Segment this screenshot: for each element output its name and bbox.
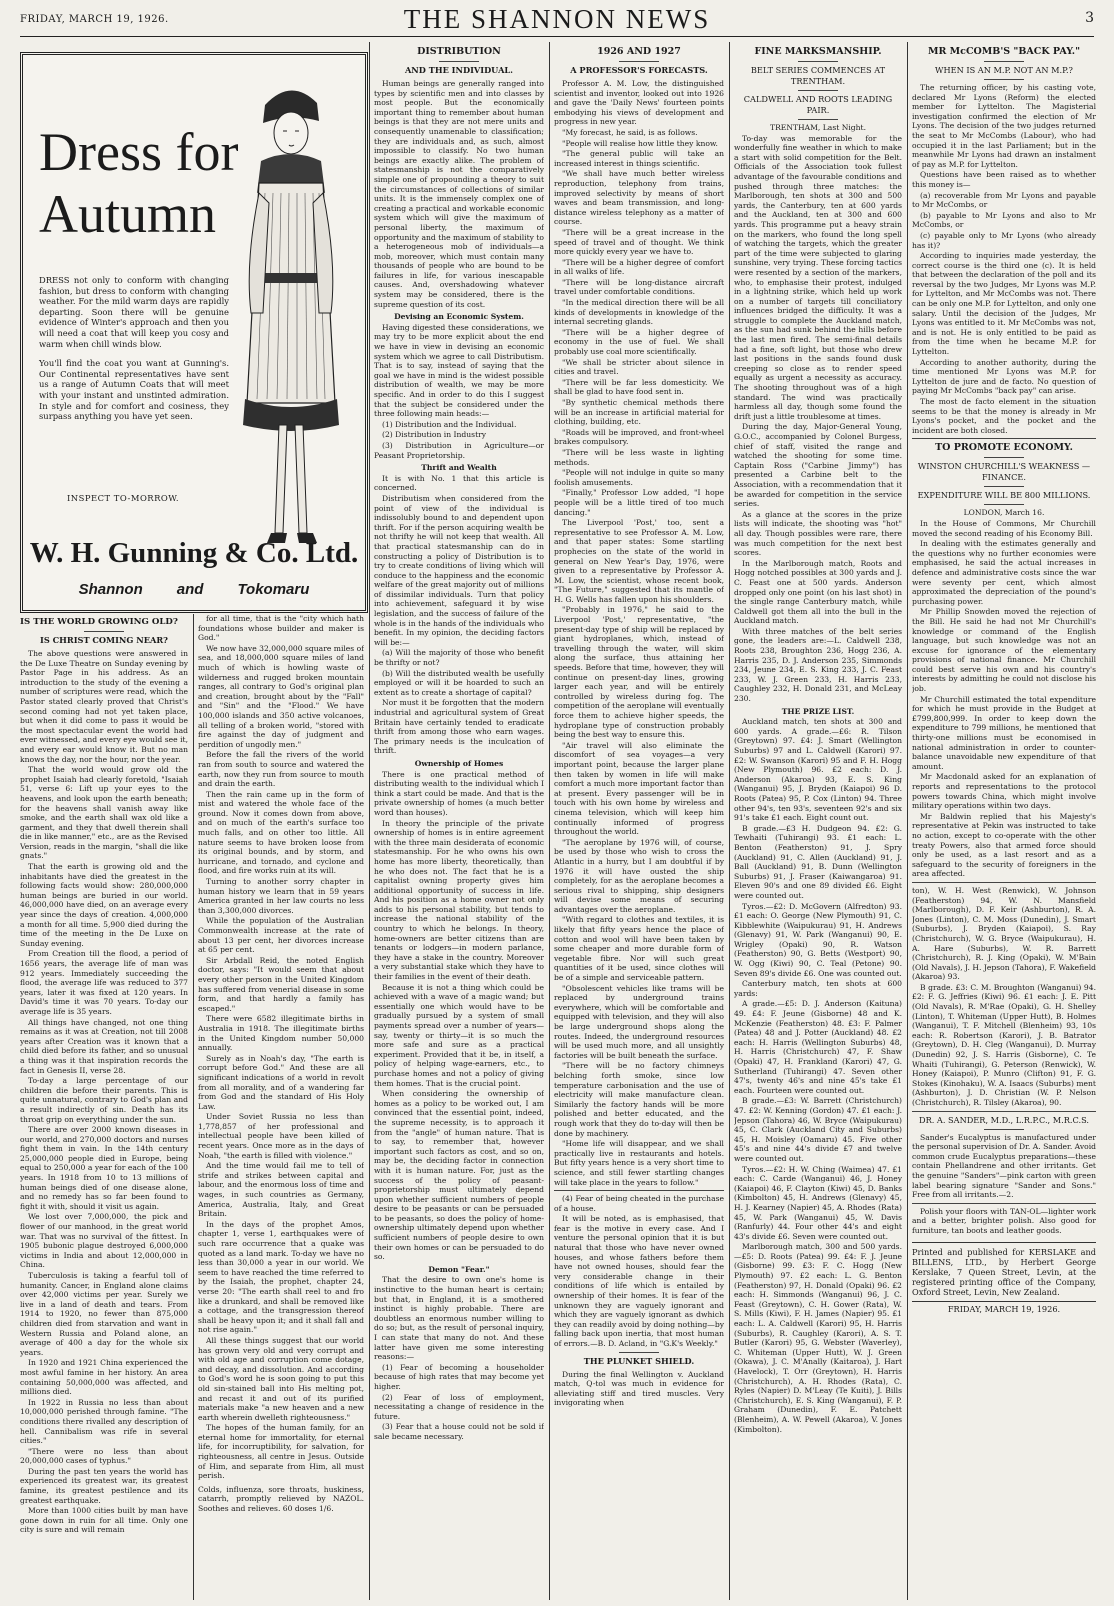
paragraph: "There will be no factory chimneys belching forth smoke, since low temperature carbonisation and the use of electricity will make manufacture clean. Similarly the factory hands will be more polished and better educated, and the rough work that they do to-day will then be done by machinery. bbox=[554, 1061, 724, 1138]
article-subhead: AND THE INDIVIDUAL. bbox=[404, 65, 514, 75]
gunning-advert bbox=[20, 52, 368, 613]
distribution-article bbox=[374, 44, 544, 1600]
paragraph: for all time, that is the "city which hath foundations whose builder and maker is God." bbox=[198, 614, 364, 643]
paragraph: "Finally," Professor Low added, "I hope people will be a little tired of too much dancing." bbox=[554, 488, 724, 517]
advert-town: Shannon bbox=[78, 581, 143, 598]
paragraph: Marlborough match, 300 and 500 yards.—£5: D. Roots (Patea) 99. £4: F. J. Jeune (Gisborne) 99. £3: F. C. Hogg (New Plymouth) 97. £2 each: L. G. Benton (Featherston) 97, H. Donald (Opaki) 96. £2 each: H. Simmonds (Wanganui) 96, J. C. Feast (Greytown), C. H. Gower (Rata), W. S. Mills (Kiwi), F. H. James (Napier) 95. £1 each: L. A. Caldwell (Karori) 95, H. Harris (Suburbs), R. Caughley (Karori), A. S. T. Butler (Karori) 95, G. Webster (Waverley), C. Whiteman (Upper Hutt), W. J. Green (Okawa), J. C. M'Anally (Kaitaroa), J. Hart (Havelock), T. Orr (Greytown), H. Harris (Christchurch), A. H. Rhodes (Rata), C. Ryles (Napier) D. M'Leay (Te Kuiti), J. Bills (Christchurch), E. S. King (Wanganui), F. P. Graham (Dunedin), F. E. Patchett (Blenheim), A. W. Pewell (Akaroa), V. Jones (Kimbolton). bbox=[734, 1242, 902, 1434]
divider bbox=[912, 438, 1096, 439]
paragraph: Having digested these considerations, we may try to be more explicit about the end we have in view in devising an economic system which we agree to call Distributism. That is to say, instead of saying that the goal we have in mind is the widest possible distribution of wealth, we may be more specific. And in order to do this I suggest that the subject be considered under the three following main heads:— bbox=[374, 322, 544, 419]
imprint bbox=[912, 1242, 1096, 1302]
paragraph: And the time would fail me to tell of strife and strikes between capital and labour, and the enormous loss of time and wages, in such countries as Germany, America, Australia, Italy, and Great Britain. bbox=[198, 1161, 364, 1219]
paragraph: (1) Fear of becoming a householder because of high rates that may become yet higher. bbox=[374, 1362, 544, 1391]
newspaper-title: THE SHANNON NEWS bbox=[403, 4, 711, 34]
paragraph: As a glance at the scores in the prize lists will indicate, the shooting was "hot" all day. Though possibles were rare, there was much competition for the next best scores. bbox=[734, 509, 902, 558]
paragraph: "There were no less than about 20,000,000 cases of typhus." bbox=[20, 1446, 188, 1466]
paragraph: With three matches of the belt series gone, the leaders are:—L. Caldwell 238, Roots 238, Broughton 236, Hogg 236, A. Harris 235, D. J. Anderson 235, Simmonds 234, Jeune 234, E. S. King 233, J. C. Feast 233, W. J. Green 233, H. Harris 233, Caughley 232, H. Donald 231, and McLeay 230. bbox=[734, 626, 902, 704]
paragraph: During the past ten years the world has experienced its greatest war, its greatest famine, its greatest pestilence and its greatest earthquake. bbox=[20, 1466, 188, 1505]
paragraph: There is one practical method of distributing wealth to the individual which I think a start could be made. And that is the private ownership of homes (a much better word than houses). bbox=[374, 769, 544, 817]
paragraph: "The general public will take an increased interest in things scientific. bbox=[554, 149, 724, 168]
article-body bbox=[912, 83, 1096, 435]
advert-paragraph: DRESS not only to conform with changing fashion, but dress to conform with changing weather. For the mild warm days are rapidly departing. Soon there will be genuine evidence of Winter's approach and then you will need a coat that will keep you cosy and warm when chill winds blow. bbox=[39, 275, 229, 349]
paragraph: "There will be a great increase in the speed of travel and of thought. We think more quickly every year we have to. bbox=[554, 227, 724, 257]
paragraph: "Obsolescent vehicles like trams will be replaced by underground trains everywhere, which will be comfortable and equipped with television, and they will also be large underground shops along the routes. Indeed, the underground resources will be used much more, and all unsightly factories will be built beneath the surface. bbox=[554, 983, 724, 1060]
woman-in-coat-illustration bbox=[221, 63, 361, 603]
paragraph: Mr Macdonald asked for an explanation of reports and representations to the protocol powers towards China, which might involve military operations within two days. bbox=[912, 772, 1096, 811]
paragraph: Auckland match, ten shots at 300 and 600 yards. A grade.—£6: R. Tilson (Greytown) 97. £4: J. Smart (Wellington Suburbs) 97 and L. Caldwell (Karori) 97. £2: W. Swanson (Karori) 95 and F. H. Hogg (New Plymouth) 96. £2 each: D. J. Anderson (Akaroa) 93, E. S. King (Wanganui) 95, J. Bryden (Kaiapoi) 96 D. Roots (Patea) 95, P. Cox (Linton) 94. Three other 94's, ten 93's, seventeen 92's and six 91's take £1 each. Eight count out. bbox=[734, 717, 902, 823]
advert-paragraph: You'll find the coat you want at Gunning's. Our Continental representatives have sent us a range of Autumn Coats that will meet with your instant and unstinted admiration. In style and for comfort and cosiness, they surpass anything you have yet seen. bbox=[39, 358, 229, 422]
article-subhead: BELT SERIES COMMENCES AT TRENTHAM. bbox=[750, 65, 886, 86]
paragraph: All things have changed, not one thing remains as it was at Creation, not till 2008 years after Creation was it known that a child died before its father, and so unusual a thing was it that inspiration records the fact in Genesis II, verse 28. bbox=[20, 1017, 188, 1075]
paragraph: Professor A. M. Low, the distinguished scientist and inventor, looked out into 1926 and gave the 'Daily News' fourteen points embodying his views of development and progress in new year. bbox=[554, 79, 724, 127]
paragraph: Human beings are generally ranged into types by scientific men and into classes by most people. But the economically important thing to remember about human beings is that they are not mere units and consequently unamenable to classification; they are individuals and, as such, almost impossible to classify. No two human beings are exactly alike. The problem of statesmanship is not the comparatively simple one of propounding a theory to suit the circumstances of collections of similar units. It is the immensely complex one of creating a practical and workable economic system which will give the maximum of personal liberty, the maximum of opportunity and the maximum of stability to a heterogeneous mob of individuals—a mob, moreover, which must contain many thousands of people who are bound to be failures in life, for various inescapable causes. And, overshadowing whatever system may be considered, there is the supreme question of its cost. bbox=[374, 79, 544, 309]
paragraph: While the population of the Australian Commonwealth increase at the rate of about 13 per cent, her divorces increase at 65 per cent. bbox=[198, 916, 364, 955]
paragraph: Before the fall the rivers of the world ran from south to source and watered the earth, now they run from source to mouth and drain the earth. bbox=[198, 750, 364, 789]
paragraph: That the world would grow old the prophet Isaiah had clearly foretold, "Isaiah 51, verse 6: Lift up your eyes to the heavens, and look upon the earth beneath; for the heavens shall vanish away like smoke, and the earth shall wax old like a garment, and they that dwell therein shall die in like manner," etc., are as the Revised Version, reads in the margin, "shall die like gnats." bbox=[20, 765, 188, 861]
paragraph: In 1920 and 1921 China experienced the most awful famine in her history. An area containing 50,000,000 was affected, and millions died. bbox=[20, 1358, 188, 1397]
paragraph: To-day was memorable for the wonderfully fine weather in which to make a start with solid competition for the Belt. Officials of the Association took fullest advantage of the favourable conditions and pushed through three matches: the Marlborough, ten shots at 300 and 500 yards, the Canterbury, ten at 600 yards and the Auckland, ten at 300 and 600 yards. This programme put a heavy strain on the markers, who found the long spell of watching the targets, which the greater part of the time were subjected to glaring sunshine, very trying. These forcing tactics were resented by a section of the markers, who, to emphasise their protest, indulged in a lightning strike, which held up work on a number of targets till conciliatory influences bridged the difficulty. It was a struggle to complete the Auckland match, as the sun had sunk behind the hills before the last men fired. The semi-final details had a fine, soft light, but those who drew last positions in the sands found dusk creeping so close as to render speed equally as urgent a necessity as accuracy. The shooting throughout was of a high standard. The wind was practically harmless all day, though some found the drift just a little troublesome at times. bbox=[734, 133, 902, 421]
article-headline: FINE MARKSMANSHIP. bbox=[754, 46, 882, 57]
sander-advert-text: Sander's Eucalyptus is manufactured under the personal supervision of Dr. A. Sander. Avoid common crude Eucalyptus preparations—these contain Phellandrene and other irritants. Get the genuine "Sanders"—pink carton with green label bearing signature "Sander and Sons." Free from all irritants.—2. bbox=[912, 1132, 1096, 1200]
paragraph: (a) recoverable from Mr Lyons and payable to Mr McCombs, or bbox=[912, 190, 1096, 210]
paragraph: "By synthetic chemical methods there will be an increase in artificial material for clothing, building, etc. bbox=[554, 398, 724, 427]
paragraph: "There will be long-distance aircraft travel under comfortable conditions. bbox=[554, 277, 724, 297]
paragraph: (b) Will the distributed wealth be usefully employed or will it be hoarded to such an extent as to create a shortage of capital? bbox=[374, 668, 544, 697]
article-subhead: EXPENDITURE WILL BE 800 MILLIONS. bbox=[917, 490, 1091, 501]
article-body bbox=[374, 474, 544, 756]
paragraph: Canterbury match, ten shots at 600 yards: bbox=[734, 979, 902, 998]
paragraph: (2) Distribution in Industry bbox=[382, 430, 487, 440]
advert-inspect-line: INSPECT TO-MORROW. bbox=[67, 493, 180, 503]
article-body bbox=[374, 1275, 544, 1441]
divider bbox=[439, 61, 479, 62]
paragraph: The above questions were answered in the De Luxe Theatre on Sunday evening by Pastor Page in his address. As an introduction to the study of the evening a number of scriptures were read, which the Pastor stated clearly proved that Christ's second coming had not yet taken place, but when it did come to pass it would be the most spectacular event the world had ever witnessed, and every eye would see it, and every ear would know it. But no man knows the day, nor the hour, nor the year. bbox=[20, 649, 188, 764]
paragraph: Sir Arbdall Reid, the noted English doctor, says: "It would seem that about every other person in the United Kingdom has suffered from venerial disease in some form, and that hardly a family has escaped." bbox=[198, 955, 364, 1013]
advert-towns bbox=[23, 581, 365, 598]
divider bbox=[984, 79, 1024, 80]
footer-date: FRIDAY, MARCH 19, 1926. bbox=[947, 1303, 1061, 1314]
paragraph: "In the medical direction there will be all kinds of developments in knowledge of the internal secreting glands. bbox=[554, 298, 724, 327]
paragraph: Then the rain came up in the form of mist and watered the whole face of the ground. Now it comes down from above, and on much of the earth's surface too much falls, and on other too little. All nature seems to have broken loose from its original bounds, and by storm, and hurricane, and tornado, and cyclone and flood, and fire works ruin at its will. bbox=[198, 789, 364, 876]
advert-headline bbox=[39, 121, 238, 245]
paragraph: "Home life will disappear, and we shall practically live in restaurants and hotels. But fifty years hence is a very short time to science, and still fewer startling changes will take place in the years to follow." bbox=[554, 1139, 724, 1187]
article-body bbox=[912, 519, 1096, 879]
article-subhead: A PROFESSOR'S FORECASTS. bbox=[570, 65, 708, 75]
tanol-advert-text: Polish your floors with TAN-OL—lighter work and a better, brighter polish. Also good for furniture, tan boots and leather goods. bbox=[912, 1206, 1096, 1235]
column-rule bbox=[729, 42, 730, 1600]
paragraph: Questions have been raised as to whether this money is— bbox=[912, 170, 1096, 189]
paragraph: "There will be far less domesticity. We shall be glad to have food sent in. bbox=[554, 377, 724, 397]
divider bbox=[912, 882, 1096, 883]
advert-town-and: and bbox=[176, 581, 204, 598]
paragraph: Because it is not a thing which could be achieved with a wave of a magic wand; but essentially one which would have to be gradually pursued by a system of small payments spread over a number of years—say, twenty or thirty—it is so much the more safe and sure as a practical experiment. Provided that it be, in itself, a policy of helping wage-earners, etc., to purchase homes and not a policy of giving them homes. That is the crucial point. bbox=[374, 982, 544, 1088]
page-number: 3 bbox=[1085, 10, 1094, 26]
divider bbox=[984, 486, 1024, 487]
column-rule bbox=[907, 42, 908, 1600]
advert-town: Tokomaru bbox=[237, 581, 310, 598]
paragraph: The returning officer, by his casting vote, declared Mr Lyons (Reform) the elected member for Lyttelton. The Magisterial investigation confirmed the election of Mr Lyons. The decision of the two judges returned the seat to Mr McCombs (Labour), who had occupied it in the last Parliament; but in the meanwhile Mr Lyons had drawn an instalment of pay as M.P. for Lyttelton. bbox=[912, 83, 1096, 169]
paragraph: Mr Phillip Snowden moved the rejection of the Bill. He said he had not Mr Churchill's knowledge or command of the English language, but such knowledge was not an excuse for ignorance of the elementary provisions of national finance. Mr Churchill could best serve his own and his country's interests by admitting he could not disclose his job. bbox=[912, 607, 1096, 694]
paragraph: (1) Distribution and the Individual. bbox=[382, 419, 517, 429]
paragraph: (2) Fear of loss of employment, necessitating a change of residence in the future. bbox=[374, 1392, 544, 1421]
paragraph: The Liverpool 'Post,' too, sent a representative to see Professor A. M. Low, and that paper states: Some startling prophecies on the state of the world in general on New Year's Day, 1976, were given to a representative by Professor A. M. Low, the scientist, whose recent book, "The Future," suggested that its mantle of H. G. Wells has fallen upon his shoulders. bbox=[554, 518, 724, 604]
issue-date: FRIDAY, MARCH 19, 1926. bbox=[20, 14, 169, 25]
divider bbox=[798, 119, 838, 120]
paragraph: In the Marlborough match, Roots and Hogg notched possibles at 300 yards and J. C. Feast one at 500 yards. Anderson dropped only one point (on his last shot) in the single range Canterbury match, while Caldwell got them all into the bull in the Auckland match. bbox=[734, 558, 902, 626]
paragraph: "People will not indulge in quite so many foolish amusements. bbox=[554, 468, 724, 487]
paragraph: When considering the ownership of homes as a policy to be worked out, I am convinced that the essential point, indeed, the supreme necessity, is to approach it from the "angle" of human nature. That is to say, to remember that, however important such factors as cost, and so on, may be, the deciding factor in connection with it is human nature. For, just as the success of the policy of peasant-proprietorship must ultimately depend upon whether sufficient numbers of people desire to be peasants or can be persuaded to be peasants, so does the policy of home-ownership ultimately depend upon whether sufficient numbers of people desire to own their own homes or can be persuaded to do so. bbox=[374, 1089, 544, 1262]
paragraph: That the earth is growing old and the inhabitants have died the greatest in the following facts would show: 280,000,000 human beings are buried in our world. 46,000,000 have died, on an average every year since the days of creation. 4,000,000 a month for all time. 5,900 died during the time of the meeting in the De Luxe on Sunday evening. bbox=[20, 862, 188, 948]
paragraph: Mr Baldwin replied that his Majesty's representative at Pekin was instructed to take no action, except to co-operate with the other treaty Powers, also that armed force should only be used, as a last resort and as a safeguard to the security of foreigners in the area affected. bbox=[912, 811, 1096, 879]
paragraph: To-day a large percentage of our children die before their parents. This is quite unnatural, contrary to God's plan and a result indirectly of sin. Death has its throat grip on everything under the sun. bbox=[20, 1076, 188, 1124]
paragraph: B grade.—£3 H. Dudgeon 94. £2: G. Tewhaiti (Tuhirangi) 93. £1 each: L. Benton (Featherston) 91, J. Spry (Auckland) 91, C. Allen (Auckland) 91, J. Ball (Auckland) 91, B. Dunn (Wellington Suburbs) 91, J. Fraser (Kaiwangaroa) 91. Eleven 90's and one 89 divided £6. Eight were counted out. bbox=[734, 823, 902, 900]
divider bbox=[84, 631, 124, 632]
paragraph: During the day, Major-General Young, G.O.C., accompanied by Colonel Burgess, chief of staff, visited the range and watched the shooting for some time. Captain Ross ("Carbine Jimmy") has presented a Carbine belt to the Association, with a recommendation that it be awarded for competition in the service series. bbox=[734, 422, 902, 509]
paragraph: "Probably in 1976," he said to the Liverpool 'Post,' representative, "the present-day type of ship will be replaced by giant hydroplanes, which, instead of travelling through the water, will skim along the surface, thus attaining her speeds. Before that time, however, they will continue on present-day lines, growing larger each year, and will be entirely controlled by wireless during fog. The competition of the aeroplane will eventually force them to achieve higher speeds, the hydroplane type of construction probably being the best way to ensure this. bbox=[554, 605, 724, 740]
paragraph: "Air travel will also eliminate the discomfort of sea voyages—a very important point, because the larger plane then taken by women in life will make comfort a much more important factor than at present. Every passenger will be in touch with his own home by wireless and cinema television, which will keep him continually informed of progress throughout the world. bbox=[554, 740, 724, 837]
divider bbox=[984, 504, 1024, 505]
paragraph: "There will be a higher degree of comfort in all walks of life. bbox=[554, 257, 724, 277]
divider bbox=[912, 1111, 1096, 1112]
paragraph: (3) Distribution in Agriculture—or Peasant Proprietorship. bbox=[374, 440, 544, 460]
article-subhead: WINSTON CHURCHILL'S WEAKNESS —FINANCE. bbox=[917, 461, 1091, 483]
advert-headline-line1: Dress for bbox=[39, 122, 239, 182]
paragraph: According to another authority, during the time mentioned Mr Lyons was M.P. for Lyttelton de jure and de facto. No question of paying Mr McCombs "back pay" can arise. bbox=[912, 357, 1096, 396]
article-body bbox=[554, 1194, 724, 1349]
paragraph: In the House of Commons, Mr Churchill moved the second reading of his Economy Bill. bbox=[912, 518, 1096, 538]
advert-body bbox=[39, 275, 229, 431]
divider bbox=[619, 1352, 659, 1353]
article-subhead: THE PLUNKET SHIELD. bbox=[583, 1355, 695, 1366]
paragraph: "We shall have much better wireless reproduction, telephony from trains, improved selectivity by means of short waves and beam transmission, and long-distance wireless telephony as a matter of course. bbox=[554, 169, 724, 227]
article-body bbox=[374, 79, 544, 309]
paragraph: In dealing with the estimates generally and the questions why no further economies were emphasised, he said the actual increases in defence and administrative costs since the war were seventy per cent, which almost approximated the depreciation of the pound's purchasing power. bbox=[912, 539, 1096, 606]
paragraph: A grade.—£5: D. J. Anderson (Kaituna) 49. £4: F. Jeune (Gisborne) 48 and K. McKenzie (Featherston) 48. £3: F. Palmer (Patea) 48 and J. Potter (Auckland) 48. £2 each: H. Harris (Wellington Suburbs) 48, H. Harris (Christchurch) 47, F. Shaw (Opaki) 47, H. Frankland (Karori) 47, G. Sutherland (Tuhirangi) 47. Seven other 47's, twenty 46's and nine 45's take £1 each. Fourteen were counted out. bbox=[734, 999, 902, 1095]
paragraph: That the desire to own one's home is instinctive to the human heart is certain; but that, in England, it is a smothered instinct is highly probable. There are doubtless an enormous number willing to do so; but, as the result of personal inquiry, I can state that many do not. And these latter have given me some interesting reasons:— bbox=[374, 1275, 544, 1362]
section-heading: Demon "Fear." bbox=[428, 1264, 490, 1274]
prize-list-continued: ton), W. H. West (Renwick), W. Johnson (Featherston) 94, W. N. Mansfield (Marlborough), D. F. Keir (Ashburton), R. A. Jones (Linton), C. M. Moss (Dunedin), J. Smart (Suburbs), J. Bryden (Kaiapoi), S. Ray (Christchurch), W. G. Bryce (Waipukurau), H. A. Hare (Suburbs), W. R. Barrett (Christchurch), R. J. King (Opaki), W. M'Bain (Old Navals), J. H. Jepson (Tahora), F. Wakefield (Akaroa) 93. bbox=[912, 885, 1096, 982]
article-body bbox=[374, 323, 544, 460]
advert-headline: DR. A. SANDER, M.D., L.R.P.C., M.R.C.S. bbox=[919, 1114, 1089, 1125]
divider bbox=[554, 1190, 724, 1191]
paragraph: "Roads will be improved, and front-wheel brakes compulsory. bbox=[554, 427, 724, 447]
paragraph: Mr Churchill estimated the total expenditure for which he must provide in the Budget at £799,800,999. In order to keep down the expenditure to 799 millions, he mentioned that thirty-one millions must be economised in national administration in order to counter-balance unavoidable new expenditure of that amount. bbox=[912, 694, 1096, 771]
paragraph: There were 6582 illegitimate births in Australia in 1918. The illegitimate births in the United Kingdom number 50,000 annually. bbox=[198, 1014, 364, 1053]
paragraph: In the days of the prophet Amos, chapter 1, verse 1, earthquakes were of such rare occurrence that a quake was quoted as a land mark. To-day we have no less than 30,000 a year in our world. We seem to have reached the time referred to by the Isaiah, the prophet, chapter 24, verse 20: "The earth shall reel to and fro like a drunkard, and shall be removed like a cottage, and the transgression thereof shall be heavy upon it; and it shall fall and not rise again." bbox=[198, 1219, 364, 1335]
section-heading: THE PRIZE LIST. bbox=[781, 706, 855, 716]
plunket-text: During the final Wellington v. Auckland match, Q-tol was much in evidence for alleviating stiff and tired muscles. Very invigorating when bbox=[554, 1369, 724, 1408]
paragraph: "My forecast, he said, is as follows. bbox=[562, 127, 698, 137]
divider bbox=[984, 61, 1024, 62]
paragraph: "The aeroplane by 1976 will, of course, be used by those who wish to cross the Atlantic in a hurry, but I am doubtful if by 1976 it will have ousted the ship completely, for as the aeroplane becomes a serious rival to shipping, ship designers will devise some means of securing advantages over the aeroplane. bbox=[554, 837, 724, 914]
divider bbox=[984, 1129, 1024, 1130]
column-rule bbox=[369, 42, 370, 1600]
imprint-text: Printed and published for KERSLAKE and BILLENS, LTD., by Herbert George Kerslake, 7 Queen Street, Levin, at the registered printing office of the Company, Oxford Street, Levin, New Zealand. bbox=[912, 1246, 1096, 1297]
paragraph: The hopes of the human family, for an eternal home for immortality, for eternal life, for incorruptibility, for salvation, for righteousness, all centre in Jesus. Outside of Him, and separate from Him, all must perish. bbox=[198, 1423, 364, 1481]
paragraph: More than 1000 cities built by man have gone down in ruin for all time. Only one city is sure and will remain bbox=[20, 1506, 188, 1535]
masthead bbox=[20, 4, 1094, 37]
paragraph: Tyros.—£2: H. W. Ching (Waimea) 47. £1 each: C. Carde (Wanganui) 46, J. Honey (Kaiapoi) 46, F. Clayton (Kiwi) 45, D. Banks (Kimbolton) 45, H. Andrews (Glenavy) 45, H. J. Kearney (Napier) 45, A. Rhodes (Rata) 45, W. Park (Wanganui) 45, W. Davis (Ranfurly) 44. Four other 44's and eight 43's divide £6. Seven were counted out. bbox=[734, 1164, 902, 1241]
article-body bbox=[734, 717, 902, 1434]
paragraph: Turning to another sorry chapter in human history we learn that in 59 years America granted in her law courts no less than 3,300,000 divorces. bbox=[198, 877, 364, 915]
advert-headline-line2: Autumn bbox=[39, 184, 217, 244]
paragraph: Surely as in Noah's day, "The earth is corrupt before God." And these are all significant indications of a world in revolt from all morality, and of a wandering far from God and the standard of His Holy Law. bbox=[198, 1053, 364, 1111]
paragraph: We lost over 7,000,000, the pick and flower of our manhood, in the great world war. That was no survival of the fittest. In 1905 bubonic plague destroyed 6,000,000 victims in India and about 12,000,000 in China. bbox=[20, 1212, 188, 1270]
paragraph: Distributism when considered from the point of view of the individual is indissolubly bound to and dependent upon thrift. For if the person acquiring wealth be not thrifty he will not keep that wealth. All that practical statesmanship can do in constructing a policy of Distribution is to try to create conditions of living which will conduce to the happiness and the economic welfare of the great majority out of millions of dissimilar individuals. Turn that policy into achievement, safeguard it by wise legislation, and the success of failure of the whole is in the hands of the individuals who benefit. In my opinion, the deciding factors will be:— bbox=[374, 493, 544, 647]
paragraph: Under Soviet Russia no less than 1,778,857 of her professional and intellectual people have been killed of recent years. Once more as in the days of Noah, "the earth is filled with violence." bbox=[198, 1112, 364, 1160]
article-headline: TO PROMOTE ECONOMY. bbox=[935, 442, 1073, 454]
column-rule bbox=[193, 614, 194, 1600]
paragraph: It is with No. 1 that this article is concerned. bbox=[374, 473, 544, 493]
paragraph: (4) Fear of being cheated in the purchase of a house. bbox=[554, 1194, 724, 1213]
section-heading: Ownership of Homes bbox=[414, 758, 504, 768]
world-article-col1 bbox=[20, 614, 188, 1600]
paragraph: From Creation till the flood, a period of 1656 years, the average life of man was 912 years. Immediately succeeding the flood, the average life was reduced to 377 years, later it was fixed at 120 years. In David's time it was 70 years. To-day our average life is 35 years. bbox=[20, 949, 188, 1016]
article-body bbox=[20, 649, 188, 1535]
article-body bbox=[198, 614, 364, 1481]
right-column bbox=[912, 44, 1096, 1600]
article-body bbox=[554, 79, 724, 1187]
paragraph: According to inquiries made yesterday, the correct course is the third one (c). It is held that between the declaration of the poll and its reversal by the two Judges, Mr Lyons was M.P. for Lyttelton, and Mr McCombs was not. There can be only one M.P. for Lyttelton, and only one salary. Until the decision of the Judges, Mr Lyons was entitled to it. Mr McCombs was not, and is not. He is only entitled to be paid as from the time when he became M.P. for Lyttelton. bbox=[912, 251, 1096, 357]
dateline: LONDON, March 16. bbox=[963, 508, 1045, 518]
paragraph: (3) Fear that a house could not be sold if sale became necessary. bbox=[374, 1422, 544, 1441]
section-heading: Devising an Economic System. bbox=[394, 312, 524, 322]
article-body bbox=[734, 134, 902, 704]
article-body bbox=[374, 770, 544, 1262]
dateline: TRENTHAM, Last Night. bbox=[770, 123, 866, 132]
advert-firm-name: W. H. Gunning & Co. Ltd. bbox=[29, 537, 359, 569]
paragraph: Tyros.—£2: D. McGovern (Alfredton) 93. £1 each: O. George (New Plymouth) 91, C. Kibblewhite (Waipukurau) 91, H. Andrews (Glenavy) 91, W. Park (Wanganui) 90, E. Wrigley (Opaki) 90, R. Watson (Featherston) 90, G. Betts (Westport) 90, W. Ogg (Kiwi) 90, C. Teal (Petone) 90. Seven 89's divide £6. One was counted out. bbox=[734, 901, 902, 978]
paragraph: It will be noted, as is emphasised, that fear is the motive in every case. And I venture the personal opinion that it is but natural that those who have never owned houses, and whose fathers before them have not owned houses, should fear the very considerable change in their conditions of life which is entailed by ownership of their homes. It is fear of the unknown they are vaguely ignorant and which they are vaguely ignorant as dwhich they can readily avoid by doing nothing—by falling back upon inertia, that most human of errors.—B. D. Acland, in "G.K's Weekly." bbox=[554, 1214, 724, 1348]
paragraph: B grade.—£3: W. Barrett (Christchurch) 47. £2: W. Kenning (Gordon) 47. £1 each: J. Jepson (Tahora) 46, W. Bryce (Waipukurau) 45, C. Clark (Auckland City and Suburbs) 45, H. Moisley (Oamaru) 45. Five other 45's and nine 44's divide £7 and twelve were counted out. bbox=[734, 1096, 902, 1163]
divider bbox=[984, 457, 1024, 458]
column-rule bbox=[549, 42, 550, 1600]
section-heading: Thrift and Wealth bbox=[421, 463, 497, 473]
paragraph: In 1922 in Russia no less than about 10,000,000 perished through famine. "The conditions there rivalled any description of hell. Cannibalism was rife in several cities." bbox=[20, 1397, 188, 1446]
paragraph: (a) Will the majority of those who benefit be thrifty or not? bbox=[374, 648, 544, 668]
paragraph: Nor must it be forgotten that the modern industrial and agricultural system of Great Britain have certainly tended to eradicate thrift from among those who earn wages. The primary needs is the inculcation of thrift. bbox=[374, 698, 544, 756]
article-subhead: WHEN IS AN M.P. NOT AN M.P.? bbox=[935, 65, 1073, 75]
marksmanship-article bbox=[734, 44, 902, 1600]
article-headline: DISTRIBUTION bbox=[417, 46, 501, 57]
article-headline: MR McCOMB'S "BACK PAY." bbox=[927, 46, 1081, 57]
paragraph: We now have 32,000,000 square miles of sea, and 18,000,000 square miles of land much of which is howling waste of wilderness and rugged broken mountain ranges, all contrary to God's original plan and creation, brought about by the "Fall" and "Sin" and the "Flood." We have 100,000 islands and 350 active volcanoes, all telling of a broken world, "stored with fire against the day of judgment and perdition of ungodly men." bbox=[198, 643, 364, 749]
paragraph: (b) payable to Mr Lyons and also to Mr McCombs, or bbox=[912, 210, 1096, 230]
paragraph: "People will realise how little they know. bbox=[562, 138, 718, 148]
prize-list-b-grade: B grade. £3: C. M. Broughton (Wanganui) 94. £2: F. G. Jeffries (Kiwi) 96. £1 each: J. E. Pitt (Old Navals), R. M'Rae (Opaki), G. H. Shelley (Linton), T. Whiteman (Upper Hutt), B. Holmes (Wanganui), T. F. Mitchell (Blenheim) 93, 10s each: R. Robertson (Karori), J. B. Batrator (Greytown), D. H. Cleg (Wanganui), D. Murray (Dunedin) 92, J. S. Harris (Gisborne), C. Te Whaiti (Tuhirangi), G. Peterson (Renwick), W. Honey (Kaiapoi), P. Munro (Clifton) 91, F. G. Stokes (Kinohaku), W. A. Isaacs (Suburbs) ment (Ashburton), J. D. Christian (W. P. Nelson (Christchurch), R. Tilsley (Akaroa), 90. bbox=[912, 982, 1096, 1107]
divider bbox=[619, 61, 659, 62]
divider bbox=[798, 61, 838, 62]
article-subhead: CALDWELL AND ROOTS LEADING PAIR. bbox=[743, 94, 893, 115]
paragraph: The most de facto element in the situation seems to be that the money is already in Mr Lyons's pocket, and the pocket and the incident are both closed. bbox=[912, 397, 1096, 435]
article-headline: IS THE WORLD GROWING OLD? bbox=[20, 617, 178, 627]
nazol-advert: Colds, influenza, sore throats, huskiness, catarrh, promptly relieved by NAZOL. Soothes and relieves. 60 doses 1/6. bbox=[198, 1484, 364, 1514]
article-headline: 1926 AND 1927 bbox=[597, 46, 681, 57]
paragraph: There are over 2000 known diseases in our world, and 270,000 doctors and nurses fight them in vain. In the 14th century 25,000,000 people died in Europe, being equal to 250,000 a year for each of the 100 years. In 1918 from 10 to 13 millions of human beings died of one disease alone, and no remedy has so far been found to fight it with, should it visit us again. bbox=[20, 1125, 188, 1211]
world-article-col2 bbox=[198, 614, 364, 1600]
divider bbox=[912, 1203, 1096, 1204]
forecast-article bbox=[554, 44, 724, 1600]
paragraph: "We shall be stricter about silence in cities and travel. bbox=[554, 357, 724, 377]
paragraph: "There will be a higher degree of economy in the use of fuel. We shall probably use coal more scientifically. bbox=[554, 327, 724, 357]
paragraph: "There will be less waste in lighting methods. bbox=[554, 447, 724, 467]
paragraph: (c) payable only to Mr Lyons (who already has it)? bbox=[912, 230, 1096, 250]
divider bbox=[798, 90, 838, 91]
paragraph: All these things suggest that our world has grown very old and very corrupt and with old age and corruption come dotage, and decay, and dissolution. And according to God's word he is soon going to put this old sin-stained ball into His melting pot, and recast it and out of its purified materials make "a new heaven and a new earth wherein dwelleth righteousness." bbox=[198, 1335, 364, 1422]
article-subhead: IS CHRIST COMING NEAR? bbox=[40, 635, 168, 645]
paragraph: "With regard to clothes and textiles, it is likely that fifty years hence the place of cotton and wool will have been taken by some cheaper and more durable form of vegetable fibre. Nor will such great quantities of it be used, since clothes will be of a simple and serviceable pattern. bbox=[554, 915, 724, 983]
paragraph: In theory the principle of the private ownership of homes is in entire agreement with the three main desiderata of economic statesmanship. For he who owns his own home has more liberty, theoretically, than he who does not. The fact that he is a capitalist owning property gives him additional opportunity of success in life. And his position as a home owner not only adds to his personal stability, but tends to increase the national stability of the country to which he belongs. In theory, home-owners are better citizens than are tenants or lodgers—in modern parlance, they have a stake in the country. Moreover a very substantial stake which they have to their families in the event of their death. bbox=[374, 818, 544, 982]
paragraph: Tuberculosis is taking a fearful toll of humanity. Cancer, in England alone claims over 42,000 victims per year. Surely we live in a land of death and tears. From 1914 to 1920, no fewer than 875,000 children died from starvation and want in Western Russia and Poland alone, an average of 400 a day for the whole six years. bbox=[20, 1271, 188, 1357]
